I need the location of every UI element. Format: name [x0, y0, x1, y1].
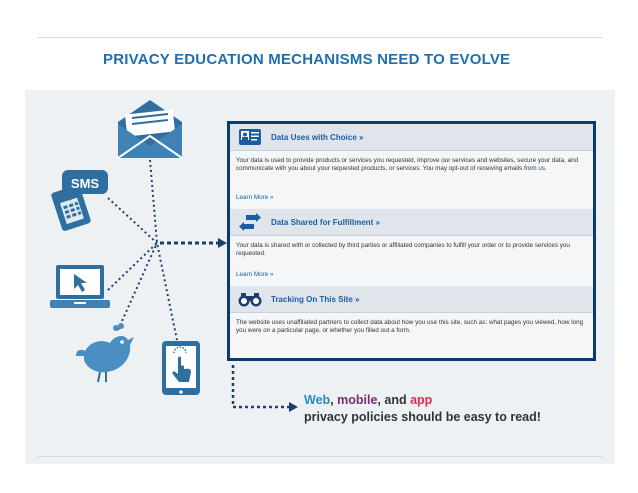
section-header[interactable] [230, 209, 593, 236]
section-title-link[interactable]: Data Shared for Fulfillment » [271, 217, 380, 227]
privacy-section-data-uses [230, 124, 593, 209]
privacy-section-tracking [230, 286, 593, 336]
connector-email [150, 160, 157, 243]
section-title-link[interactable]: Tracking On This Site » [271, 294, 360, 304]
privacy-section-data-shared [230, 209, 593, 286]
section-header[interactable] [230, 124, 593, 151]
learn-more-link[interactable]: Learn More » [236, 194, 274, 201]
connector-laptop [108, 243, 157, 290]
caption-sep-1: , [330, 393, 338, 407]
learn-more-link[interactable]: Learn More » [236, 271, 274, 278]
email-icon [118, 100, 182, 158]
section-body: The website uses unaffiliated partners to collect data about how you use this site, such as: what pages you viewed, how long you were on a particular page, or whether you filled out a form. [236, 319, 584, 335]
exchange-arrows-icon [237, 212, 263, 232]
privacy-notice-box [227, 121, 596, 361]
binoculars-icon [237, 289, 263, 309]
tablet-touch-icon [162, 341, 200, 395]
id-card-icon [237, 127, 263, 147]
twitter-bird-icon [76, 323, 134, 382]
hub-arrow [160, 238, 227, 248]
connector-sms [108, 198, 157, 243]
section-header[interactable] [230, 286, 593, 313]
caption-sep-2: , and [377, 393, 411, 407]
caption-mobile: mobile [337, 393, 378, 407]
section-body [230, 151, 593, 187]
sms-label: SMS [70, 176, 100, 191]
connector-bird [118, 243, 157, 330]
caption-arrow [233, 365, 298, 412]
section-body: Your data is shared with or collected by third parties or affiliated companies to fulfill your order or to provide services you requested. [236, 242, 570, 258]
caption-line-1 [304, 392, 541, 409]
laptop-icon [50, 265, 110, 308]
connector-tablet [157, 243, 178, 345]
caption-line-2: privacy policies should be easy to read! [304, 410, 541, 424]
section-title-link[interactable]: Data Uses with Choice » [271, 132, 364, 142]
connector-lines [108, 160, 178, 345]
caption-text [304, 392, 541, 426]
section-body-text: Your data is used to provide products or services you requested, improve our services and websites, secure your data, and communicate with you about your requested products, or services. You may opt-out of receiving emails from [236, 157, 579, 173]
sms-phone-icon [51, 170, 108, 232]
slide-title: PRIVACY EDUCATION MECHANISMS NEED TO EVOLVE [103, 51, 511, 68]
opt-out-link[interactable]: us. [538, 165, 547, 173]
caption-app: app [410, 393, 433, 407]
bottom-divider [38, 456, 602, 457]
caption-web: Web [304, 393, 331, 407]
